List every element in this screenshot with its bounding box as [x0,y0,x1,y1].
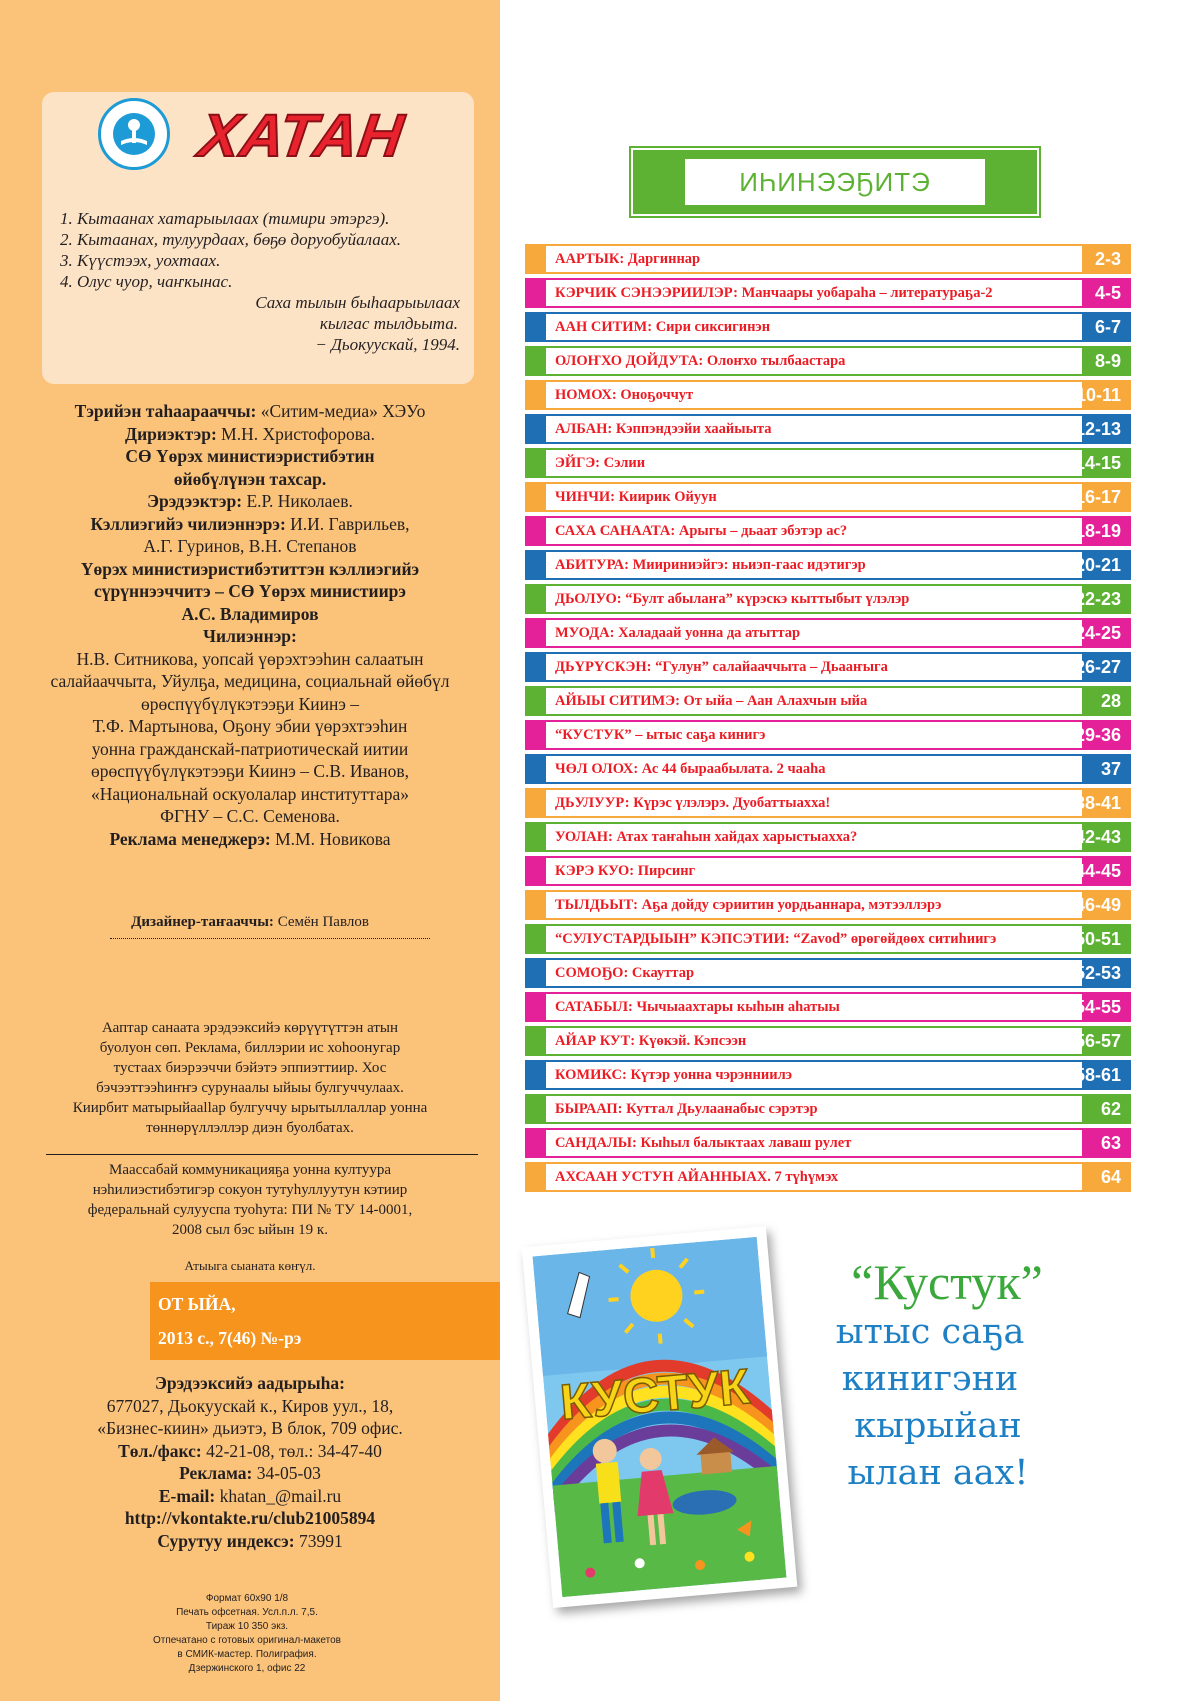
toc-section-name: КОМИКС: [555,1067,627,1083]
toc-page-number: 18-19 [1074,521,1121,541]
members-line: салайааччыта, Уйулҕа, медицина, социальнай өйөбүл [50,671,450,691]
registration-line: федеральнай сулууспа туоһута: ПИ № ТУ 14-0001, [87,1202,413,1218]
toc-entry-title [555,516,847,546]
toc-page-number: 56-57 [1074,1031,1121,1051]
toc-entry-title [555,890,941,920]
address-label: Эрэдээксийэ аадырыһа: [155,1373,345,1393]
left-panel [0,0,500,1701]
toc-section-name: “КУСТУК” [555,727,632,743]
index-value: 73991 [294,1530,343,1551]
registration-info [40,1160,460,1240]
toc-article-title: Кыһыл балыктаах лаваш рулет [636,1135,852,1151]
print-info [116,1592,378,1676]
toc-section-name: УОЛАН: [555,829,613,845]
contents-title: ИҺИНЭЭҔИТЭ [685,159,985,205]
toc-row[interactable] [525,720,1131,750]
motto-quote-source-3: − Дьокуускай, 1994. [315,335,460,354]
toc-article-title: “Булт абылаҥа” күрэскэ кыттыбыт үлэлэр [621,591,910,607]
credits-block [16,400,484,850]
toc-article-title: Куттал Дьулаанабыс сэрэтэр [622,1101,818,1117]
promo-line-5: ылан аах! [847,1453,1029,1493]
director-label: Дириэктэр: [125,423,217,444]
toc-page-number: 12-13 [1074,419,1121,439]
toc-row[interactable] [525,346,1131,376]
promo-text [810,1255,1050,1497]
ministry-line-1: СӨ Үөрэх министиэристибэтин [125,446,375,466]
toc-entry-title [555,1128,851,1158]
toc-page-number: 29-36 [1074,725,1121,745]
toc-row[interactable] [525,1162,1131,1192]
issue-month: ОТ ЫЙА, [158,1294,236,1314]
toc-page-number: 42-43 [1074,827,1121,847]
toc-row[interactable] [525,788,1131,818]
registration-line: нэһилиэстибэтигэр сокуон тутуһуллуутун кэтиир [92,1182,408,1198]
email-label: E-mail: [158,1485,216,1506]
editorial-address [16,1372,484,1552]
toc-article-title: 7 түһүмэх [770,1169,839,1185]
toc-article-title: От ыйа – Аан Алахчын ыйа [679,693,868,709]
notice-line: буолуон сөп. Реклама, биллэрии ис хоһоонугар [99,1040,401,1056]
toc-row[interactable] [525,482,1131,512]
board-value-2: А.Г. Гуринов, В.Н. Степанов [143,536,357,556]
toc-article-title: Сэлии [600,455,646,471]
toc-row[interactable] [525,958,1131,988]
toc-article-title: Чычыаахтары кыһын аһатыы [632,999,840,1015]
ads-phone-value: 34-05-03 [252,1463,321,1483]
notice-line: төннөрүллэллэр диэн буолбатах. [146,1120,354,1136]
toc-page-number: 26-27 [1074,657,1121,677]
toc-entry-title [555,924,996,954]
address-line-1: 677027, Дьокуускай к., Киров уул., 18, [106,1395,394,1416]
publisher-label: Тэрийэн таһаарааччы: [74,401,257,421]
members-line: «Национальнай оскуолалар институттара» [90,783,410,804]
board-label: Кэллиэгийэ чилиэннэрэ: [90,513,286,534]
toc-article-title: Оноҕоччут [616,387,694,403]
toc-row[interactable] [525,550,1131,580]
toc-entry-title [555,1026,746,1056]
toc-entry-title [555,754,825,784]
phone-label: Төл./факс: [118,1440,202,1461]
toc-section-name: ДЬУЛУУР: [555,795,630,811]
toc-row[interactable] [525,312,1131,342]
editor-value: Е.Р. Николаев. [242,491,353,511]
toc-section-name: ААРТЫК: [555,251,625,267]
toc-section-name: АЛБАН: [555,421,613,437]
toc-section-name: “СУЛУСТАРДЫЫН” КЭПСЭТИИ: [555,931,790,947]
print-line: Формат 60х90 1/8 [205,1593,289,1604]
registration-line: Маассабай коммуникацияҕа уонна култуура [109,1162,391,1178]
notice-line: бэчээттээһиҥҥэ сурунаалы ыйыы булгуччулаах. [96,1080,404,1096]
board-value-1: И.И. Гаврильев, [285,513,410,534]
toc-section-name: КЭРЭ КУО: [555,863,635,879]
toc-entry-title [555,1094,818,1124]
dotted-divider [110,938,430,939]
toc-row[interactable] [525,652,1131,682]
toc-row[interactable] [525,618,1131,648]
toc-article-title: Ас 44 быраабылата. 2 чааһа [638,761,826,777]
toc-article-title: Даргиннар [624,251,701,267]
toc-page-number: 63 [1100,1133,1121,1153]
toc-article-title: Күөкэй. Кэпсээн [635,1033,747,1049]
toc-entry-title [555,584,909,614]
toc-section-name: САНДАЛЫ: [555,1135,637,1151]
toc-section-name: САТАБЫЛ: [555,999,633,1015]
address-line-2: «Бизнес-киин» дьиэтэ, В блок, 709 офис. [97,1418,403,1438]
toc-row[interactable] [525,924,1131,954]
promo-line-4: кырыйан [854,1406,1022,1446]
editor-label: Эрэдээктэр: [147,491,243,511]
toc-row[interactable] [525,244,1131,274]
toc-section-name: АБИТУРА: [555,557,629,573]
toc-article-title: Арыгы – дьаат эбэтэр ас? [675,523,848,539]
phone-value: 42-21-08, төл.: 34-47-40 [201,1440,382,1461]
motto-quote-source-1: Саха тылын быһаарыылаах [255,293,460,312]
motto-quote-source-2: кылгас тылдьыта. [319,314,458,333]
members-line: Н.В. Ситникова, уопсай үөрэхтээһин салаатын [76,648,424,669]
toc-article-title: Күтэр уонна чэрэнниилэ [626,1067,793,1083]
toc-row[interactable] [525,754,1131,784]
toc-entry-title [555,278,993,308]
toc-section-name: ААН СИТИМ: [555,319,653,335]
toc-article-title: Олоҥхо тылбаастара [703,353,846,369]
ads-phone-label: Реклама: [179,1463,253,1483]
toc-row[interactable] [525,278,1131,308]
toc-article-title: Скауттар [628,965,695,981]
toc-row[interactable] [525,380,1131,410]
print-line: в СМИК-мастер. Полиграфия. [177,1649,317,1660]
toc-entry-title [555,482,717,512]
ministry-emblem [98,98,170,170]
toc-page-number: 20-21 [1074,555,1121,575]
members-line: өрөспүүбүлүкэтээҕи Киинэ – [140,693,360,714]
table-of-contents [525,244,1131,1196]
toc-article-title: Сири сиксигинэн [652,319,771,335]
registration-line: 2008 сыл бэс ыйын 19 к. [172,1222,328,1238]
designer-credit [16,914,484,931]
toc-entry-title [555,720,765,750]
contents-header [631,148,1039,216]
email-link[interactable]: khatan_@mail.ru [215,1485,342,1506]
toc-article-title: Аҕа дойду сэриитин уордьаннара, мэтээллэрэ [638,897,942,913]
toc-entry-title [555,958,694,988]
issue-number: 2013 с., 7(46) №-рэ [158,1328,302,1348]
members-label: Чилиэннэр: [203,626,297,646]
toc-article-title: Кэппэндээйи хаайыыта [612,421,772,437]
toc-page-number: 37 [1100,759,1121,779]
toc-page-number: 14-15 [1074,453,1121,473]
children-drawing-illustration [533,1237,787,1597]
motto-line-2: 2. Кытаанах, тулуурдаах, бөҕө доруобуйалаах. [60,230,402,249]
toc-page-number: 58-61 [1074,1065,1121,1085]
toc-entry-title [555,1162,838,1192]
toc-article-title: Манчаары уобараһа – литератураҕа-2 [737,285,993,301]
toc-page-number: 44-45 [1074,861,1121,881]
ministry-line-2: өйөбүлүнэн тахсар. [173,468,327,489]
toc-article-title: Күрэс үлэлэрэ. Дуобаттыахха! [629,795,831,811]
toc-section-name: ДЬОЛУО: [555,591,622,607]
promo-line-3: кинигэни [841,1359,1019,1399]
toc-row[interactable] [525,890,1131,920]
toc-entry-title [555,788,830,818]
notice-line: Ааптар санаата эрэдээксийэ көрүүтүттэн атын [101,1020,398,1036]
toc-row[interactable] [525,414,1131,444]
toc-row[interactable] [525,1060,1131,1090]
booklet-title: КУСТУК [557,1358,753,1431]
toc-row[interactable] [525,686,1131,716]
kustuk-booklet-cover[interactable] [522,1226,798,1608]
motto-line-4: 4. Олус чуор, чаҥкынас. [60,272,233,291]
notice-line: Киирбит матырыйаallар булгуччу ырытыллаллар уонна [72,1100,428,1116]
promo-title: “Кустук” [851,1254,1043,1310]
toc-section-name: САХА САНААТА: [555,523,676,539]
magazine-logo: ХАТАН [195,102,409,169]
toc-article-title: “Zavod” өрөгөйдөөх ситиһиигэ [789,931,997,947]
members-line: Т.Ф. Мартынова, Оҕону эбии үөрэхтээһин [92,716,408,736]
print-line: Печать офсетная. Усл.п.л. 7,5. [176,1607,318,1618]
toc-row[interactable] [525,856,1131,886]
toc-entry-title [555,414,771,444]
toc-page-number: 52-53 [1074,963,1121,983]
toc-article-title: Халадаай уонна да атыттар [614,625,801,641]
price-note: Атыыга сыаната көҥүл. [184,1258,316,1273]
motto-definition [60,208,460,355]
toc-row[interactable] [525,1128,1131,1158]
members-line: уонна гражданскай-патриотическай иитии [91,738,409,759]
designer-value: Семён Павлов [273,914,369,930]
toc-article-title: – ытыс саҕа кинигэ [631,727,766,743]
toc-section-name: АЙЫЫ СИТИМЭ: [555,693,680,709]
ads-manager-label: Реклама менеджерэ: [109,828,271,849]
toc-page-number: 28 [1100,691,1121,711]
toc-section-name: АЙАР КУТ: [555,1033,636,1049]
toc-section-name: МУОДА: [555,625,615,641]
director-value: М.Н. Христофорова. [216,423,375,444]
motto-line-3: 3. Күүстээх, уохтаах. [60,251,221,270]
members-line: өрөспүүбүлүкэтээҕи Киинэ – С.В. Иванов, [90,761,410,781]
toc-article-title: Киирик Ойуун [614,489,717,505]
toc-section-name: БЫРААП: [555,1101,623,1117]
toc-page-number: 50-51 [1074,929,1121,949]
print-line: Дзержинского 1, офис 22 [188,1663,306,1674]
toc-entry-title [555,244,700,274]
disclaimer-notice [40,1018,460,1138]
toc-row[interactable] [525,516,1131,546]
toc-row[interactable] [525,584,1131,614]
toc-entry-title [555,346,845,376]
toc-page-number: 6-7 [1094,317,1121,337]
issue-box [150,1282,500,1360]
toc-entry-title [555,618,800,648]
toc-entry-title [555,856,695,886]
toc-section-name: ОЛОҤХО ДОЙДУТА: [555,353,704,369]
toc-section-name: СОМОҔО: [555,965,629,981]
toc-page-number: 54-55 [1074,997,1121,1017]
toc-page-number: 8-9 [1094,351,1121,371]
designer-label: Дизайнер-таҥааччы: [131,914,274,930]
head-line-2: сүрүннээччитэ – СӨ Үөрэх министиирэ [94,581,406,601]
promo-line-2: ытыс саҕа [835,1312,1025,1352]
toc-article-title: Миириниэйгэ: ньиэп-гаас идэтигэр [628,557,866,573]
logo-box [42,92,474,384]
toc-section-name: ЭЙГЭ: [555,455,601,471]
toc-section-name: КЭРЧИК СЭНЭЭРИИЛЭР: [555,285,738,301]
toc-section-name: ЧӨЛ ОЛОХ: [555,761,639,777]
toc-section-name: ДЬҮРҮСКЭН: [555,659,652,675]
toc-entry-title [555,312,770,342]
toc-article-title: Атах таҥаһын хайдах харыстыахха? [612,829,858,845]
toc-row[interactable] [525,448,1131,478]
toc-page-number: 46-49 [1074,895,1121,915]
toc-section-name: НОМОХ: [555,387,617,403]
toc-page-number: 2-3 [1094,249,1121,269]
members-line: ФГНУ – С.С. Семенова. [160,806,340,826]
toc-row[interactable] [525,1094,1131,1124]
toc-page-number: 24-25 [1074,623,1121,643]
print-line: Тираж 10 350 экз. [205,1621,289,1632]
head-line-3: А.С. Владимиров [181,603,319,624]
toc-entry-title [555,686,867,716]
print-line: Отпечатано с готовых оригинал-макетов [153,1635,341,1646]
toc-entry-title [555,822,857,852]
toc-section-name: АХСААН УСТУН АЙАННЫАХ. [555,1169,771,1185]
motto-line-1: 1. Кытаанах хатарыылаах (тимири этэргэ). [60,209,390,228]
toc-article-title: Пирсинг [634,863,696,879]
toc-row[interactable] [525,1026,1131,1056]
toc-row[interactable] [525,992,1131,1022]
notice-line: тустаах биэрээччи бэйэтэ эппиэттиир. Хос [113,1060,387,1076]
vk-link[interactable]: http://vkontakte.ru/club21005894 [124,1508,376,1528]
publisher-value: «Ситим-медиа» ХЭУо [256,401,426,421]
toc-section-name: ТЫЛДЬЫТ: [555,897,639,913]
toc-entry-title [555,992,840,1022]
toc-section-name: ЧИНЧИ: [555,489,615,505]
toc-entry-title [555,448,645,478]
ads-manager-value: М.М. Новикова [270,828,391,849]
toc-row[interactable] [525,822,1131,852]
toc-page-number: 64 [1100,1167,1121,1187]
index-label: Сурутуу индексэ: [157,1530,295,1551]
emblem-book-tree-icon [113,113,155,155]
toc-entry-title [555,550,866,580]
toc-entry-title [555,1060,792,1090]
toc-page-number: 16-17 [1074,487,1121,507]
toc-article-title: “Гулун” салайааччыта – Дьааҥыга [651,659,888,675]
toc-page-number: 4-5 [1094,283,1121,303]
toc-entry-title [555,380,693,410]
toc-page-number: 38-41 [1074,793,1121,813]
toc-page-number: 62 [1100,1099,1121,1119]
divider-line [46,1154,478,1155]
toc-page-number: 10-11 [1075,385,1121,405]
head-line-1: Үөрэх министиэристибэтиттэн кэллиэгийэ [80,558,420,579]
toc-page-number: 22-23 [1074,589,1121,609]
toc-entry-title [555,652,888,682]
